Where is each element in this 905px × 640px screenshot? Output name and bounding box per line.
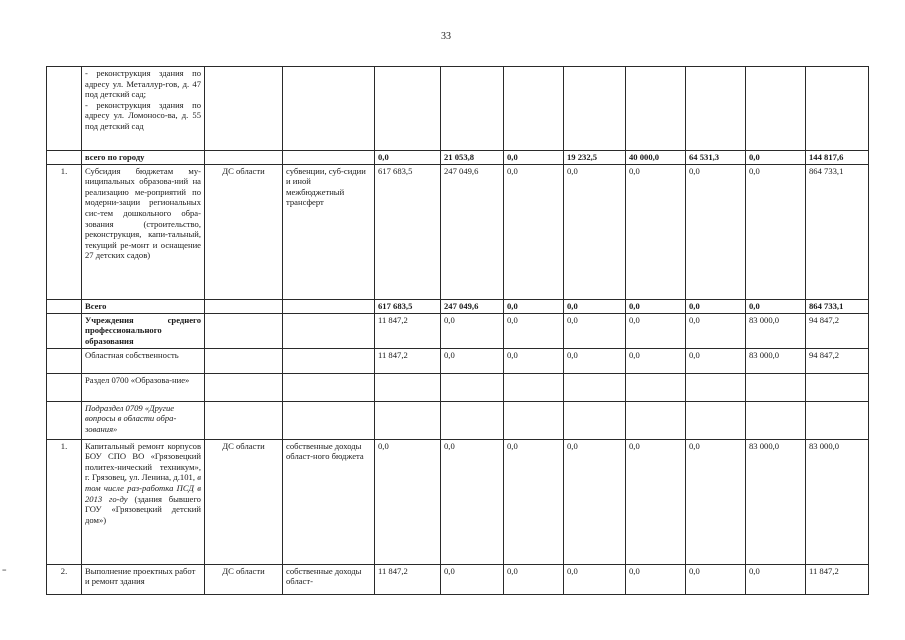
table-row: [47, 299, 869, 313]
executor-cell: [205, 67, 283, 151]
value-cell: [806, 373, 869, 401]
value-cell: 0,0: [504, 348, 564, 373]
value-cell: [806, 67, 869, 151]
value-cell: 0,0: [686, 299, 746, 313]
executor-cell: [205, 401, 283, 439]
value-cell: 0,0: [564, 564, 626, 594]
value-cell: [564, 401, 626, 439]
value-cell: 21 053,8: [441, 151, 504, 165]
table-row: [47, 164, 869, 299]
value-cell: 83 000,0: [746, 348, 806, 373]
description-cell: [82, 67, 205, 151]
description-cell: Подраздел 0709 «Другие вопросы в области обра-зования»: [82, 401, 205, 439]
source-cell: [283, 151, 375, 165]
value-cell: [504, 373, 564, 401]
value-cell: 0,0: [746, 164, 806, 299]
description-cell: Учреждения среднего профессионального образования: [82, 313, 205, 348]
value-cell: 0,0: [686, 348, 746, 373]
row-number-cell: [47, 299, 82, 313]
value-cell: 0,0: [746, 299, 806, 313]
value-cell: 247 049,6: [441, 299, 504, 313]
value-cell: [626, 67, 686, 151]
row-number-cell: [47, 313, 82, 348]
source-cell: собственные доходы област-ного бюджета: [283, 439, 375, 564]
value-cell: 864 733,1: [806, 164, 869, 299]
executor-cell: [205, 373, 283, 401]
table-row: [47, 439, 869, 564]
value-cell: 0,0: [626, 564, 686, 594]
value-cell: 0,0: [504, 299, 564, 313]
value-cell: 0,0: [504, 564, 564, 594]
value-cell: 64 531,3: [686, 151, 746, 165]
value-cell: 247 049,6: [441, 164, 504, 299]
margin-mark: =: [2, 566, 7, 575]
description-cell: Всего: [82, 299, 205, 313]
row-number-cell: 2.: [47, 564, 82, 594]
value-cell: 0,0: [626, 299, 686, 313]
value-cell: 0,0: [375, 439, 441, 564]
description-cell: [82, 439, 205, 564]
source-cell: [283, 313, 375, 348]
table-row: [47, 348, 869, 373]
row-number-cell: [47, 348, 82, 373]
value-cell: [504, 67, 564, 151]
value-cell: 0,0: [746, 564, 806, 594]
description-cell: Субсидия бюджетам му-ниципальных образова-ний на реализацию ме-роприятий по модерни-зации региональных сис-тем дошкольного обра-зования (строительство, реконструкция, капи-тальный, текущий ре-монт и оснащение 27 детских садов): [82, 164, 205, 299]
value-cell: 0,0: [441, 348, 504, 373]
value-cell: 0,0: [564, 313, 626, 348]
value-cell: 0,0: [626, 313, 686, 348]
value-cell: 40 000,0: [626, 151, 686, 165]
value-cell: [746, 373, 806, 401]
value-cell: 617 683,5: [375, 299, 441, 313]
value-cell: [564, 373, 626, 401]
executor-cell: [205, 151, 283, 165]
value-cell: [626, 373, 686, 401]
value-cell: 0,0: [686, 439, 746, 564]
value-cell: 144 817,6: [806, 151, 869, 165]
row-number-cell: [47, 151, 82, 165]
description-text-italic: в том числе раз-работка ПСД в 2013 го-ду: [85, 472, 201, 504]
value-cell: [375, 67, 441, 151]
source-cell: субвенции, суб-сидии и иной межбюджетный трансферт: [283, 164, 375, 299]
source-cell: [283, 348, 375, 373]
value-cell: 11 847,2: [375, 564, 441, 594]
value-cell: 0,0: [746, 151, 806, 165]
value-cell: [626, 401, 686, 439]
value-cell: 864 733,1: [806, 299, 869, 313]
executor-cell: ДС области: [205, 439, 283, 564]
description-cell: Раздел 0700 «Образова-ние»: [82, 373, 205, 401]
value-cell: 0,0: [375, 151, 441, 165]
value-cell: [686, 373, 746, 401]
value-cell: 83 000,0: [746, 313, 806, 348]
description-text: (здания бывшего ГОУ «Грязовецкий детский дом»): [85, 493, 201, 525]
value-cell: [686, 67, 746, 151]
value-cell: 0,0: [564, 348, 626, 373]
budget-table: [46, 66, 869, 595]
value-cell: 0,0: [626, 164, 686, 299]
value-cell: 617 683,5: [375, 164, 441, 299]
value-cell: 0,0: [686, 164, 746, 299]
value-cell: 19 232,5: [564, 151, 626, 165]
table-row: [47, 67, 869, 151]
value-cell: [504, 401, 564, 439]
value-cell: 0,0: [504, 151, 564, 165]
description-line: - реконструкция здания по адресу ул. Ломоносо-ва, д. 55 под детский сад: [85, 99, 201, 131]
value-cell: 83 000,0: [806, 439, 869, 564]
value-cell: 0,0: [564, 299, 626, 313]
executor-cell: ДС области: [205, 564, 283, 594]
value-cell: [441, 401, 504, 439]
row-number-cell: 1.: [47, 439, 82, 564]
executor-cell: ДС области: [205, 164, 283, 299]
executor-cell: [205, 299, 283, 313]
value-cell: 0,0: [626, 439, 686, 564]
source-cell: [283, 401, 375, 439]
table-row: [47, 373, 869, 401]
value-cell: [564, 67, 626, 151]
row-number-cell: [47, 373, 82, 401]
row-number-cell: 1.: [47, 164, 82, 299]
source-cell: собственные доходы област-: [283, 564, 375, 594]
value-cell: [375, 401, 441, 439]
value-cell: 0,0: [564, 439, 626, 564]
description-cell: Областная собственность: [82, 348, 205, 373]
value-cell: 11 847,2: [375, 348, 441, 373]
value-cell: 0,0: [504, 313, 564, 348]
value-cell: [686, 401, 746, 439]
value-cell: 11 847,2: [806, 564, 869, 594]
value-cell: 0,0: [441, 313, 504, 348]
description-text: Капитальный ремонт корпусов БОУ СПО ВО «Грязовецкий политех-нический техникум», г. Грязовец, ул. Ленина, д.101,: [85, 440, 201, 483]
row-number-cell: [47, 401, 82, 439]
value-cell: 0,0: [441, 439, 504, 564]
value-cell: 94 847,2: [806, 348, 869, 373]
row-number-cell: [47, 67, 82, 151]
value-cell: [746, 401, 806, 439]
value-cell: 0,0: [564, 164, 626, 299]
table-row: [47, 313, 869, 348]
value-cell: 0,0: [504, 439, 564, 564]
executor-cell: [205, 348, 283, 373]
table-row: [47, 151, 869, 165]
source-cell: [283, 67, 375, 151]
description-cell: Выполнение проектных работ и ремонт здания: [82, 564, 205, 594]
value-cell: 0,0: [686, 564, 746, 594]
executor-cell: [205, 313, 283, 348]
value-cell: 11 847,2: [375, 313, 441, 348]
value-cell: 0,0: [504, 164, 564, 299]
value-cell: [746, 67, 806, 151]
page-number: 33: [441, 31, 451, 42]
source-cell: [283, 373, 375, 401]
value-cell: 0,0: [686, 313, 746, 348]
value-cell: 0,0: [626, 348, 686, 373]
table-row: [47, 564, 869, 594]
value-cell: [441, 67, 504, 151]
value-cell: [441, 373, 504, 401]
value-cell: 94 847,2: [806, 313, 869, 348]
table-row: [47, 401, 869, 439]
value-cell: 83 000,0: [746, 439, 806, 564]
value-cell: 0,0: [441, 564, 504, 594]
source-cell: [283, 299, 375, 313]
description-line: - реконструкция здания по адресу ул. Металлур-гов, д. 47 под детский сад;: [85, 68, 201, 100]
value-cell: [375, 373, 441, 401]
value-cell: [806, 401, 869, 439]
description-cell: всего по городу: [82, 151, 205, 165]
